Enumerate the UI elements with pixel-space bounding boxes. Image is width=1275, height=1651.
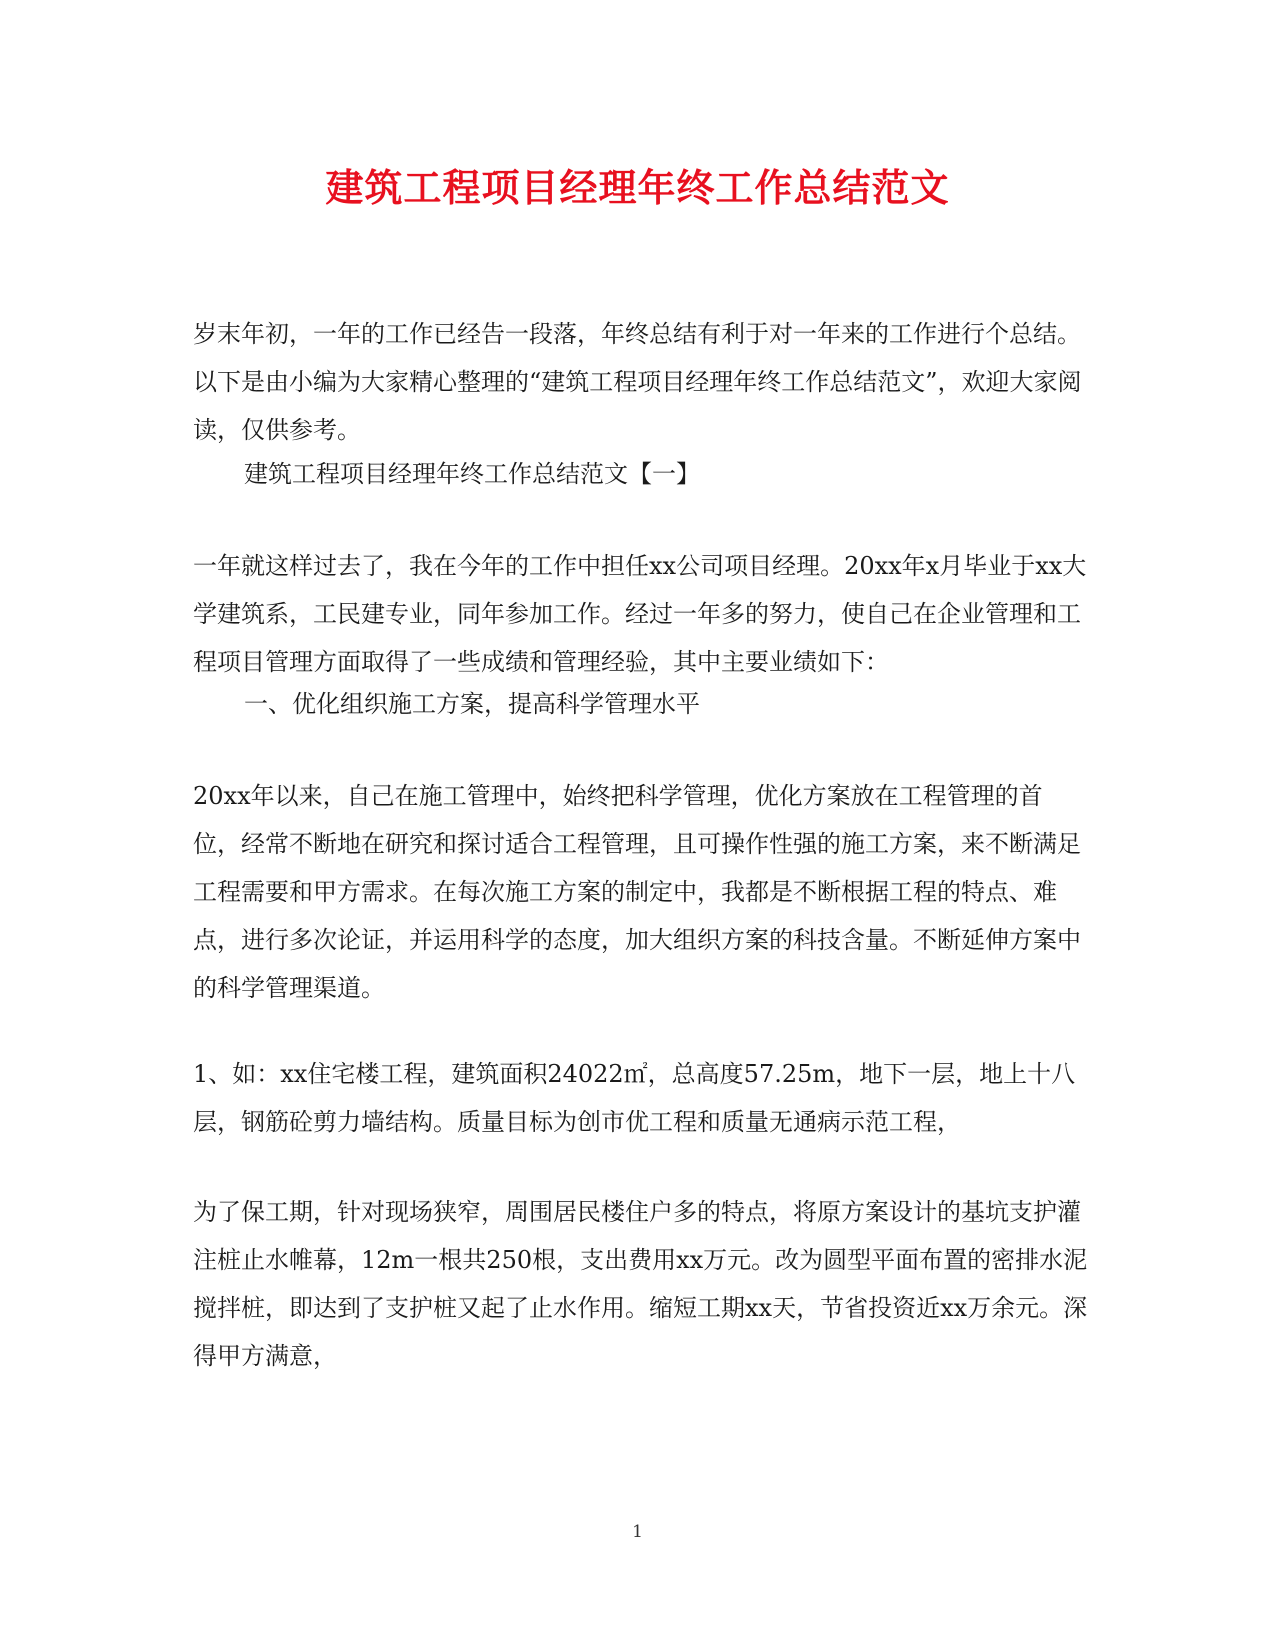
paragraph-4: 为了保工期，针对现场狭窄，周围居民楼住户多的特点，将原方案设计的基坑支护灌注桩止水帷幕，12m一根共250根，支出费用xx万元。改为圆型平面布置的密排水泥搅拌桩，即达到了支护桩又起了止水作用。缩短工期xx天，节省投资近xx万余元。深得甲方满意， (193, 1198, 1088, 1370)
paragraph-2: 20xx年以来，自己在施工管理中，始终把科学管理，优化方案放在工程管理的首位，经常不断地在研究和探讨适合工程管理，且可操作性强的施工方案，来不断满足工程需要和甲方需求。在每次施工方案的制定中，我都是不断根据工程的特点、难点，进行多次论证，并运用科学的态度，加大组织方案的科技含量。不断延伸方案中的科学管理渠道。 (193, 782, 1081, 1002)
paragraph-1: 一年就这样过去了，我在今年的工作中担任xx公司项目经理。20xx年x月毕业于xx大学建筑系，工民建专业，同年参加工作。经过一年多的努力，使自己在企业管理和工程项目管理方面取得了一些成绩和管理经验，其中主要业绩如下： (193, 552, 1087, 676)
heading-1: 一、优化组织施工方案，提高科学管理水平 (244, 690, 700, 718)
page-number: 1 (632, 1522, 643, 1542)
intro-paragraph: 岁末年初，一年的工作已经告一段落，年终总结有利于对一年来的工作进行个总结。以下是由小编为大家精心整理的“建筑工程项目经理年终工作总结范文”，欢迎大家阅读，仅供参考。 (193, 320, 1082, 444)
document-title: 建筑工程项目经理年终工作总结范文 (325, 165, 950, 210)
section-heading: 建筑工程项目经理年终工作总结范文【一】 (244, 460, 700, 488)
paragraph-3: 1、如：xx住宅楼工程，建筑面积24022㎡，总高度57.25m，地下一层，地上十八层，钢筋砼剪力墙结构。质量目标为创市优工程和质量无通病示范工程， (193, 1060, 1076, 1136)
